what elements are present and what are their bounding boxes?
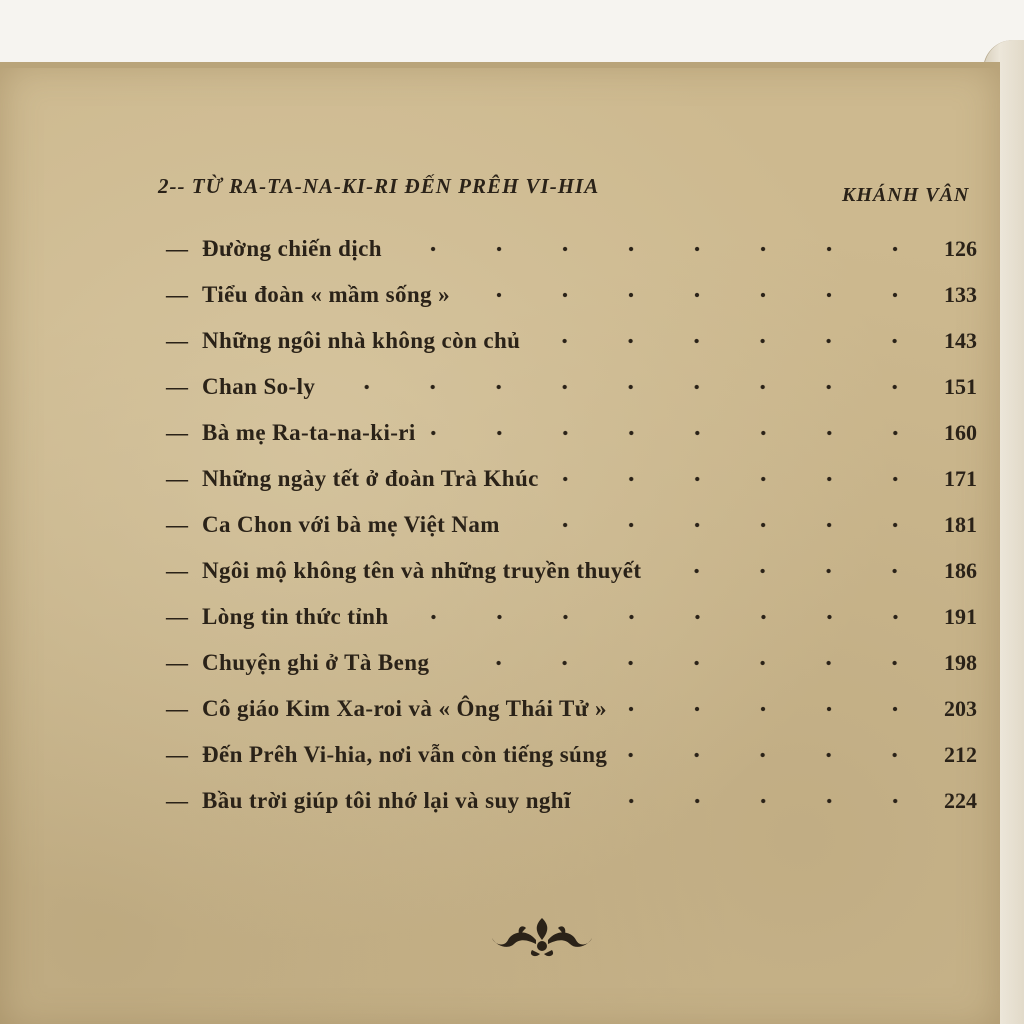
entry-dash: — bbox=[166, 650, 188, 675]
entry-dash: — bbox=[166, 742, 188, 767]
dot-leader bbox=[396, 237, 928, 261]
toc-entry bbox=[166, 318, 996, 364]
entry-page-number: 203 bbox=[944, 696, 977, 721]
author-name: KHÁNH VÂN bbox=[842, 184, 970, 206]
toc-entry bbox=[166, 502, 996, 548]
entry-page-number: 171 bbox=[944, 466, 977, 491]
entry-title: Bầu trời giúp tôi nhớ lại và suy nghĩ bbox=[202, 788, 571, 813]
toc-entry bbox=[166, 686, 996, 732]
entry-title: Cô giáo Kim Xa-roi và « Ông Thái Tử » bbox=[202, 696, 607, 721]
entry-dash: — bbox=[166, 696, 188, 721]
entry-page-number: 126 bbox=[944, 236, 977, 261]
dot-leader bbox=[621, 743, 928, 767]
entry-dash: — bbox=[166, 558, 188, 583]
entry-dash: — bbox=[166, 604, 188, 629]
entry-page-number: 143 bbox=[944, 328, 977, 353]
entry-dash: — bbox=[166, 466, 188, 491]
entry-dash: — bbox=[166, 282, 188, 307]
dot-leader bbox=[464, 283, 928, 307]
entry-page-number: 224 bbox=[944, 788, 977, 813]
toc-entry bbox=[166, 548, 996, 594]
dot-leader bbox=[585, 789, 928, 813]
entry-dash: — bbox=[166, 788, 188, 813]
entry-dash: — bbox=[166, 420, 188, 445]
toc-entry bbox=[166, 732, 996, 778]
entry-title: Đường chiến dịch bbox=[202, 236, 382, 261]
entry-page-number: 212 bbox=[944, 742, 977, 767]
toc-entry bbox=[166, 272, 996, 318]
toc-entry bbox=[166, 778, 996, 824]
entry-title: Chan So-ly bbox=[202, 374, 316, 399]
dot-leader bbox=[514, 513, 928, 537]
dot-leader bbox=[655, 559, 928, 583]
entry-title: Những ngôi nhà không còn chủ bbox=[202, 328, 521, 353]
entry-title: Ca Chon với bà mẹ Việt Nam bbox=[202, 512, 500, 537]
entry-dash: — bbox=[166, 236, 188, 261]
dot-leader bbox=[534, 329, 928, 353]
entry-title: Đến Prêh Vi-hia, nơi vẫn còn tiếng súng bbox=[202, 742, 608, 767]
entry-title: Bà mẹ Ra-ta-na-ki-ri bbox=[202, 420, 416, 445]
toc-entry bbox=[166, 226, 996, 272]
toc-entry bbox=[166, 640, 996, 686]
entry-title: Ngôi mộ không tên và những truyền thuyết bbox=[202, 558, 642, 583]
entry-page-number: 186 bbox=[944, 558, 977, 583]
floral-ornament-icon bbox=[490, 910, 594, 960]
entry-page-number: 181 bbox=[944, 512, 977, 537]
entry-title: Tiểu đoàn « mầm sống » bbox=[202, 282, 451, 307]
toc-entry bbox=[166, 410, 996, 456]
entry-page-number: 198 bbox=[944, 650, 977, 675]
section-heading: 2-- TỪ RA-TA-NA-KI-RI ĐẾN PRÊH VI-HIA bbox=[158, 174, 600, 198]
entry-page-number: 133 bbox=[944, 282, 977, 307]
dot-leader bbox=[443, 651, 928, 675]
table-of-contents bbox=[166, 226, 996, 824]
entry-dash: — bbox=[166, 328, 188, 353]
entry-page-number: 151 bbox=[944, 374, 977, 399]
entry-title: Lòng tin thức tỉnh bbox=[202, 604, 389, 629]
dot-leader bbox=[403, 605, 928, 629]
dot-leader bbox=[430, 421, 928, 445]
entry-dash: — bbox=[166, 512, 188, 537]
toc-entry bbox=[166, 364, 996, 410]
entry-page-number: 160 bbox=[944, 420, 977, 445]
dot-leader bbox=[329, 375, 928, 399]
dot-leader bbox=[553, 467, 928, 491]
toc-entry bbox=[166, 594, 996, 640]
entry-dash: — bbox=[166, 374, 188, 399]
dot-leader bbox=[621, 697, 928, 721]
entry-title: Những ngày tết ở đoàn Trà Khúc bbox=[202, 466, 539, 491]
entry-title: Chuyện ghi ở Tà Beng bbox=[202, 650, 430, 675]
toc-entry bbox=[166, 456, 996, 502]
entry-page-number: 191 bbox=[944, 604, 977, 629]
